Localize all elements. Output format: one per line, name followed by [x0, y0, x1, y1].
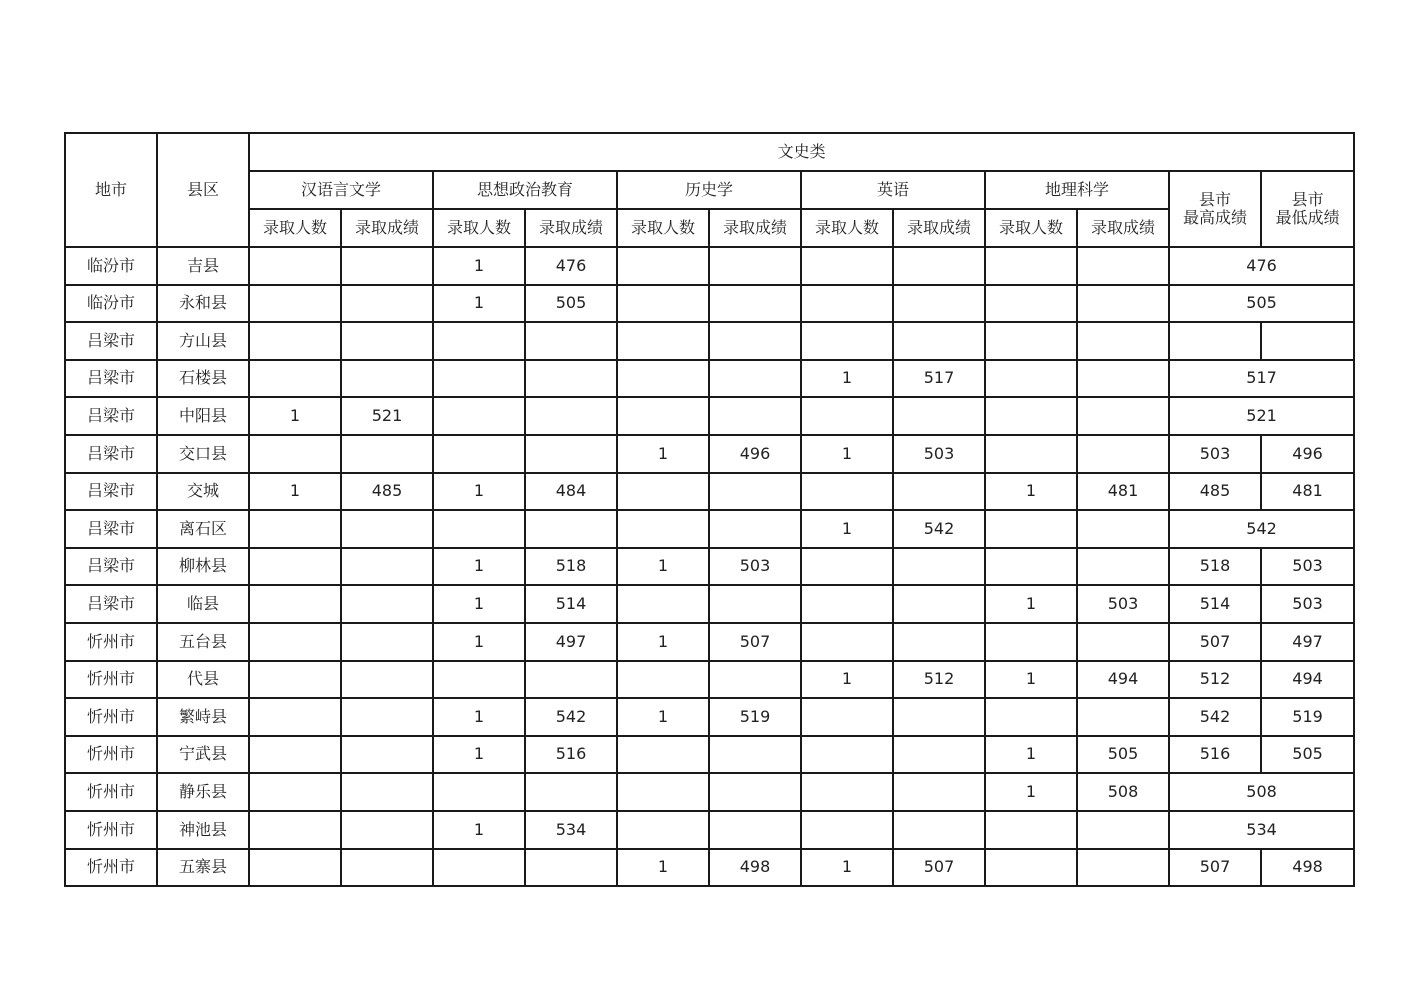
- admitted-score-cell: 498: [709, 849, 801, 887]
- admitted-count-cell: [433, 849, 525, 887]
- county-min-score-cell: 497: [1261, 623, 1354, 661]
- admitted-score-cell: [1077, 849, 1169, 887]
- admitted-score-cell: [341, 849, 433, 887]
- header-admitted-count: 录取人数: [801, 209, 893, 247]
- county-score-cell: 521: [1169, 397, 1354, 435]
- admitted-score-cell: [709, 397, 801, 435]
- city-cell: 忻州市: [65, 773, 157, 811]
- header-admitted-score: 录取成绩: [709, 209, 801, 247]
- admitted-count-cell: [249, 510, 341, 548]
- admitted-score-cell: [341, 510, 433, 548]
- admitted-count-cell: [801, 473, 893, 511]
- admitted-count-cell: [617, 585, 709, 623]
- county-max-score-cell: 512: [1169, 661, 1261, 699]
- header-county-max-line2: 最高成绩: [1182, 208, 1247, 227]
- admitted-score-cell: [1077, 510, 1169, 548]
- admitted-count-cell: [801, 736, 893, 774]
- admitted-count-cell: [985, 548, 1077, 586]
- admitted-score-cell: 503: [709, 548, 801, 586]
- header-county: 县区: [157, 133, 249, 247]
- county-min-score-cell: 503: [1261, 585, 1354, 623]
- admitted-score-cell: [709, 322, 801, 360]
- county-max-score-cell: 503: [1169, 435, 1261, 473]
- admitted-score-cell: 503: [1077, 585, 1169, 623]
- county-score-cell: 508: [1169, 773, 1354, 811]
- header-admitted-score: 录取成绩: [1077, 209, 1169, 247]
- admitted-score-cell: [1077, 548, 1169, 586]
- county-score-cell: 505: [1169, 285, 1354, 323]
- header-subject-english: 英语: [801, 171, 985, 209]
- county-max-score-cell: 542: [1169, 698, 1261, 736]
- admitted-count-cell: 1: [617, 849, 709, 887]
- admission-score-table: [64, 132, 1355, 887]
- admitted-count-cell: 1: [801, 661, 893, 699]
- admitted-score-cell: 496: [709, 435, 801, 473]
- table-row: [65, 435, 1354, 473]
- admitted-score-cell: 542: [893, 510, 985, 548]
- table-row: [65, 773, 1354, 811]
- city-cell: 忻州市: [65, 849, 157, 887]
- county-max-score-cell: 518: [1169, 548, 1261, 586]
- city-cell: 吕梁市: [65, 322, 157, 360]
- county-cell: 静乐县: [157, 773, 249, 811]
- admitted-score-cell: [1077, 247, 1169, 285]
- admitted-score-cell: [525, 849, 617, 887]
- county-min-score-cell: 481: [1261, 473, 1354, 511]
- admitted-score-cell: [341, 623, 433, 661]
- admitted-count-cell: 1: [433, 623, 525, 661]
- admitted-count-cell: [985, 397, 1077, 435]
- admitted-score-cell: 514: [525, 585, 617, 623]
- table-row: [65, 698, 1354, 736]
- county-cell: 五台县: [157, 623, 249, 661]
- admitted-score-cell: [341, 435, 433, 473]
- header-admitted-score: 录取成绩: [893, 209, 985, 247]
- admitted-count-cell: [801, 623, 893, 661]
- admitted-count-cell: 1: [801, 510, 893, 548]
- admitted-count-cell: [249, 247, 341, 285]
- admitted-score-cell: 518: [525, 548, 617, 586]
- header-admitted-count: 录取人数: [985, 209, 1077, 247]
- admitted-score-cell: [525, 661, 617, 699]
- admitted-score-cell: [709, 661, 801, 699]
- admitted-score-cell: [893, 773, 985, 811]
- admitted-score-cell: [525, 360, 617, 398]
- county-cell: 交口县: [157, 435, 249, 473]
- admitted-score-cell: [341, 247, 433, 285]
- admitted-count-cell: 1: [433, 736, 525, 774]
- admitted-count-cell: [617, 360, 709, 398]
- admitted-score-cell: [341, 736, 433, 774]
- header-admitted-count: 录取人数: [249, 209, 341, 247]
- header-county-max: [1169, 171, 1261, 247]
- header-county-min-line2: 最低成绩: [1275, 208, 1340, 227]
- table-row: [65, 322, 1354, 360]
- admitted-count-cell: [249, 811, 341, 849]
- admitted-count-cell: [617, 510, 709, 548]
- admitted-count-cell: [801, 585, 893, 623]
- county-cell: 石楼县: [157, 360, 249, 398]
- admitted-score-cell: [709, 736, 801, 774]
- admitted-count-cell: 1: [985, 473, 1077, 511]
- admitted-count-cell: [801, 811, 893, 849]
- county-score-cell: 534: [1169, 811, 1354, 849]
- admitted-score-cell: [341, 698, 433, 736]
- county-max-score-cell: 516: [1169, 736, 1261, 774]
- admitted-score-cell: [893, 623, 985, 661]
- admitted-count-cell: 1: [617, 698, 709, 736]
- admitted-score-cell: [893, 811, 985, 849]
- admitted-score-cell: [1077, 698, 1169, 736]
- header-admitted-count: 录取人数: [433, 209, 525, 247]
- admitted-score-cell: 517: [893, 360, 985, 398]
- admitted-score-cell: 485: [341, 473, 433, 511]
- city-cell: 吕梁市: [65, 360, 157, 398]
- admitted-count-cell: [433, 322, 525, 360]
- admitted-count-cell: [985, 247, 1077, 285]
- header-admitted-score: 录取成绩: [341, 209, 433, 247]
- city-cell: 忻州市: [65, 736, 157, 774]
- admitted-score-cell: 534: [525, 811, 617, 849]
- admitted-score-cell: 505: [1077, 736, 1169, 774]
- admitted-score-cell: 521: [341, 397, 433, 435]
- admitted-score-cell: [1077, 811, 1169, 849]
- admitted-score-cell: 497: [525, 623, 617, 661]
- county-cell: 代县: [157, 661, 249, 699]
- city-cell: 临汾市: [65, 247, 157, 285]
- table-row: [65, 736, 1354, 774]
- county-cell: 中阳县: [157, 397, 249, 435]
- admitted-count-cell: [433, 661, 525, 699]
- header-county-min: [1261, 171, 1354, 247]
- header-row-subjects: [65, 171, 1354, 209]
- table-row: [65, 510, 1354, 548]
- admitted-count-cell: [433, 435, 525, 473]
- header-admitted-score: 录取成绩: [525, 209, 617, 247]
- admitted-count-cell: [985, 322, 1077, 360]
- admitted-count-cell: 1: [433, 473, 525, 511]
- admitted-score-cell: 519: [709, 698, 801, 736]
- city-cell: 吕梁市: [65, 473, 157, 511]
- admitted-count-cell: [617, 661, 709, 699]
- admitted-count-cell: [801, 322, 893, 360]
- county-cell: 宁武县: [157, 736, 249, 774]
- header-category: 文史类: [249, 133, 1354, 171]
- county-min-score-cell: 503: [1261, 548, 1354, 586]
- county-score-cell: 542: [1169, 510, 1354, 548]
- admitted-score-cell: 476: [525, 247, 617, 285]
- admitted-score-cell: 507: [709, 623, 801, 661]
- admitted-count-cell: 1: [801, 849, 893, 887]
- admitted-count-cell: [985, 811, 1077, 849]
- county-max-score-cell: 507: [1169, 849, 1261, 887]
- admitted-count-cell: [617, 736, 709, 774]
- county-cell: 离石区: [157, 510, 249, 548]
- admitted-count-cell: [985, 623, 1077, 661]
- city-cell: 吕梁市: [65, 510, 157, 548]
- admitted-count-cell: 1: [249, 397, 341, 435]
- city-cell: 吕梁市: [65, 397, 157, 435]
- admitted-count-cell: [249, 698, 341, 736]
- city-cell: 吕梁市: [65, 585, 157, 623]
- county-max-score-cell: 514: [1169, 585, 1261, 623]
- admitted-count-cell: 1: [617, 548, 709, 586]
- header-row-metrics: [65, 209, 1354, 247]
- admitted-count-cell: [985, 849, 1077, 887]
- admitted-score-cell: [893, 397, 985, 435]
- admitted-score-cell: [341, 285, 433, 323]
- admitted-count-cell: [985, 360, 1077, 398]
- admitted-score-cell: [525, 397, 617, 435]
- admitted-count-cell: 1: [249, 473, 341, 511]
- admitted-score-cell: 503: [893, 435, 985, 473]
- county-cell: 五寨县: [157, 849, 249, 887]
- admitted-score-cell: [525, 322, 617, 360]
- city-cell: 忻州市: [65, 623, 157, 661]
- city-cell: 忻州市: [65, 811, 157, 849]
- county-min-score-cell: 505: [1261, 736, 1354, 774]
- admitted-score-cell: [709, 510, 801, 548]
- table-row: [65, 811, 1354, 849]
- admitted-count-cell: 1: [985, 736, 1077, 774]
- admitted-count-cell: [433, 397, 525, 435]
- admitted-count-cell: 1: [617, 623, 709, 661]
- table-row: [65, 661, 1354, 699]
- admitted-score-cell: [893, 548, 985, 586]
- admitted-score-cell: [341, 773, 433, 811]
- table-row: [65, 397, 1354, 435]
- county-cell: 吉县: [157, 247, 249, 285]
- admitted-count-cell: [985, 698, 1077, 736]
- header-county-min-line1: 县市: [1291, 189, 1324, 209]
- admitted-score-cell: [341, 661, 433, 699]
- admitted-count-cell: 1: [433, 285, 525, 323]
- admitted-count-cell: 1: [985, 661, 1077, 699]
- admitted-count-cell: [249, 360, 341, 398]
- admitted-count-cell: [617, 322, 709, 360]
- admitted-count-cell: 1: [433, 698, 525, 736]
- admitted-score-cell: [1077, 397, 1169, 435]
- admitted-count-cell: [433, 510, 525, 548]
- admitted-score-cell: [341, 548, 433, 586]
- admitted-count-cell: [249, 661, 341, 699]
- county-score-cell: 517: [1169, 360, 1354, 398]
- admitted-score-cell: [1077, 285, 1169, 323]
- admitted-score-cell: 494: [1077, 661, 1169, 699]
- admitted-count-cell: [617, 397, 709, 435]
- admitted-count-cell: [801, 285, 893, 323]
- header-subject-geography: 地理科学: [985, 171, 1169, 209]
- admitted-score-cell: [525, 435, 617, 473]
- table-row: [65, 849, 1354, 887]
- admitted-count-cell: 1: [433, 548, 525, 586]
- admitted-count-cell: [801, 397, 893, 435]
- city-cell: 临汾市: [65, 285, 157, 323]
- header-subject-history: 历史学: [617, 171, 801, 209]
- county-cell: 永和县: [157, 285, 249, 323]
- admitted-score-cell: [893, 698, 985, 736]
- admitted-count-cell: 1: [985, 773, 1077, 811]
- table-row: [65, 585, 1354, 623]
- table-row: [65, 623, 1354, 661]
- header-row-category: [65, 133, 1354, 171]
- admitted-score-cell: 542: [525, 698, 617, 736]
- county-min-score-cell: [1261, 322, 1354, 360]
- county-cell: 神池县: [157, 811, 249, 849]
- admitted-count-cell: [617, 773, 709, 811]
- county-cell: 交城: [157, 473, 249, 511]
- county-max-score-cell: [1169, 322, 1261, 360]
- admitted-count-cell: [985, 510, 1077, 548]
- admitted-count-cell: [985, 285, 1077, 323]
- admitted-score-cell: [893, 322, 985, 360]
- header-county-max-line1: 县市: [1198, 189, 1231, 209]
- admitted-count-cell: [249, 548, 341, 586]
- table-row: [65, 285, 1354, 323]
- admitted-count-cell: 1: [433, 585, 525, 623]
- city-cell: 吕梁市: [65, 435, 157, 473]
- admitted-score-cell: [709, 360, 801, 398]
- admitted-count-cell: [617, 247, 709, 285]
- header-city: 地市: [65, 133, 157, 247]
- county-min-score-cell: 519: [1261, 698, 1354, 736]
- admitted-count-cell: [617, 285, 709, 323]
- header-subject-chinese: 汉语言文学: [249, 171, 433, 209]
- admitted-score-cell: [341, 811, 433, 849]
- admitted-score-cell: [341, 585, 433, 623]
- city-cell: 忻州市: [65, 698, 157, 736]
- county-min-score-cell: 494: [1261, 661, 1354, 699]
- admitted-score-cell: [1077, 623, 1169, 661]
- admitted-count-cell: 1: [985, 585, 1077, 623]
- county-max-score-cell: 507: [1169, 623, 1261, 661]
- admitted-count-cell: 1: [433, 811, 525, 849]
- admitted-score-cell: [709, 247, 801, 285]
- table-row: [65, 360, 1354, 398]
- admitted-count-cell: [433, 773, 525, 811]
- admitted-score-cell: [893, 473, 985, 511]
- admitted-score-cell: [525, 510, 617, 548]
- admitted-count-cell: [617, 811, 709, 849]
- county-cell: 柳林县: [157, 548, 249, 586]
- city-cell: 吕梁市: [65, 548, 157, 586]
- admitted-score-cell: 512: [893, 661, 985, 699]
- county-score-cell: 476: [1169, 247, 1354, 285]
- admitted-score-cell: 516: [525, 736, 617, 774]
- admitted-count-cell: [249, 322, 341, 360]
- admitted-count-cell: [801, 247, 893, 285]
- admitted-count-cell: 1: [801, 435, 893, 473]
- header-admitted-count: 录取人数: [617, 209, 709, 247]
- admitted-count-cell: [985, 435, 1077, 473]
- admitted-count-cell: [801, 698, 893, 736]
- admitted-score-cell: 505: [525, 285, 617, 323]
- admitted-count-cell: [249, 435, 341, 473]
- admitted-score-cell: [341, 322, 433, 360]
- table-row: [65, 247, 1354, 285]
- admitted-score-cell: [709, 473, 801, 511]
- county-max-score-cell: 485: [1169, 473, 1261, 511]
- admitted-count-cell: 1: [617, 435, 709, 473]
- admitted-score-cell: [893, 285, 985, 323]
- admitted-score-cell: [709, 585, 801, 623]
- county-min-score-cell: 498: [1261, 849, 1354, 887]
- county-cell: 方山县: [157, 322, 249, 360]
- county-cell: 临县: [157, 585, 249, 623]
- county-cell: 繁峙县: [157, 698, 249, 736]
- admitted-score-cell: [709, 811, 801, 849]
- admitted-score-cell: [709, 773, 801, 811]
- admitted-count-cell: [249, 773, 341, 811]
- admitted-count-cell: [249, 285, 341, 323]
- admitted-score-cell: [709, 285, 801, 323]
- admitted-count-cell: [249, 623, 341, 661]
- admitted-score-cell: 481: [1077, 473, 1169, 511]
- city-cell: 忻州市: [65, 661, 157, 699]
- admitted-count-cell: [249, 736, 341, 774]
- header-subject-politics: 思想政治教育: [433, 171, 617, 209]
- table-row: [65, 548, 1354, 586]
- admitted-score-cell: [893, 736, 985, 774]
- admitted-count-cell: [249, 849, 341, 887]
- admitted-count-cell: [433, 360, 525, 398]
- admitted-count-cell: 1: [801, 360, 893, 398]
- admitted-score-cell: [525, 773, 617, 811]
- admitted-score-cell: 508: [1077, 773, 1169, 811]
- admitted-count-cell: [801, 773, 893, 811]
- county-min-score-cell: 496: [1261, 435, 1354, 473]
- admitted-score-cell: [893, 585, 985, 623]
- admitted-score-cell: [1077, 360, 1169, 398]
- admitted-score-cell: 484: [525, 473, 617, 511]
- admitted-count-cell: 1: [433, 247, 525, 285]
- admitted-score-cell: [893, 247, 985, 285]
- admitted-score-cell: [1077, 322, 1169, 360]
- admitted-count-cell: [801, 548, 893, 586]
- admitted-count-cell: [249, 585, 341, 623]
- admitted-score-cell: 507: [893, 849, 985, 887]
- admitted-score-cell: [1077, 435, 1169, 473]
- admitted-score-cell: [341, 360, 433, 398]
- admitted-count-cell: [617, 473, 709, 511]
- table-row: [65, 473, 1354, 511]
